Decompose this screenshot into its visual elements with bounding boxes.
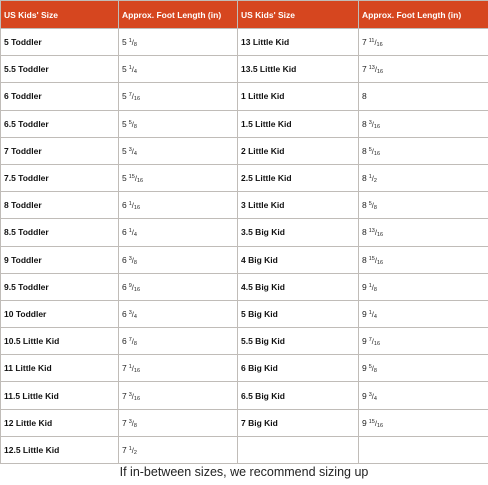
- fraction-slash: /: [131, 65, 134, 75]
- length-numerator: 7: [128, 337, 132, 344]
- length-cell-right: [359, 409, 488, 436]
- fraction-slash: /: [131, 445, 134, 455]
- length-cell-right: [359, 137, 488, 164]
- size-cell-left: 7.5 Toddler: [1, 164, 119, 191]
- size-cell-right: 6 Big Kid: [238, 355, 359, 382]
- length-numerator: 1: [128, 228, 132, 235]
- length-denominator: 4: [373, 395, 377, 402]
- table-row: [1, 219, 488, 246]
- length-cell-right: [359, 300, 488, 327]
- length-whole: 8: [362, 173, 367, 184]
- length-denominator: 16: [136, 178, 144, 185]
- length-whole: 5: [122, 64, 127, 75]
- size-cell-left: 11.5 Little Kid: [1, 382, 119, 409]
- length-whole: 7: [362, 37, 367, 48]
- length-numerator: 1: [128, 364, 132, 371]
- length-denominator: 8: [373, 368, 377, 375]
- length-whole: 6: [122, 308, 127, 319]
- length-cell-right: [359, 273, 488, 300]
- table-row: [1, 56, 488, 83]
- fraction-slash: /: [131, 391, 134, 401]
- table-row: [1, 300, 488, 327]
- fraction-slash: /: [131, 364, 134, 374]
- fraction-slash: /: [371, 201, 374, 211]
- length-whole: 9: [362, 390, 367, 401]
- length-denominator: 16: [133, 205, 141, 212]
- length-numerator: 7: [128, 92, 132, 99]
- size-cell-left: 6.5 Toddler: [1, 110, 119, 137]
- size-cell-left: 8 Toddler: [1, 192, 119, 219]
- length-numerator: 3: [128, 309, 132, 316]
- fraction-slash: /: [131, 228, 134, 238]
- length-whole: 6: [122, 281, 127, 292]
- length-denominator: 8: [133, 42, 137, 49]
- header-length-right: Approx. Foot Length (in): [359, 1, 488, 29]
- length-denominator: 16: [373, 341, 381, 348]
- table-row: [1, 164, 488, 191]
- length-whole: 5: [122, 118, 127, 129]
- length-numerator: 1: [368, 309, 372, 316]
- length-denominator: 4: [133, 313, 137, 320]
- size-cell-right: 5.5 Big Kid: [238, 328, 359, 355]
- header-size-left: US Kids' Size: [1, 1, 119, 29]
- header-row: [1, 1, 488, 29]
- table-row: [1, 83, 488, 110]
- length-cell-left: [119, 328, 238, 355]
- size-cell-right: 6.5 Big Kid: [238, 382, 359, 409]
- length-denominator: 16: [373, 123, 381, 130]
- length-numerator: 1: [368, 174, 372, 181]
- table-row: [1, 409, 488, 436]
- length-denominator: 16: [133, 368, 141, 375]
- fraction-slash: /: [374, 228, 377, 238]
- length-whole: 5: [122, 173, 127, 184]
- size-cell-left: 12.5 Little Kid: [1, 436, 119, 463]
- length-numerator: 11: [368, 38, 375, 45]
- size-cell-right: 13 Little Kid: [238, 29, 359, 56]
- size-cell-right: 3.5 Big Kid: [238, 219, 359, 246]
- length-cell-left: [119, 382, 238, 409]
- fraction-slash: /: [131, 201, 134, 211]
- length-numerator: 1: [368, 282, 372, 289]
- length-denominator: 16: [376, 42, 383, 49]
- fraction-slash: /: [131, 282, 134, 292]
- length-denominator: 16: [376, 422, 384, 429]
- table-row: [1, 137, 488, 164]
- fraction-slash: /: [371, 119, 374, 129]
- length-cell-right: [359, 355, 488, 382]
- length-numerator: 1: [128, 65, 132, 72]
- length-numerator: 3: [368, 119, 372, 126]
- length-numerator: 9: [128, 282, 132, 289]
- size-cell-right: 4.5 Big Kid: [238, 273, 359, 300]
- fraction-slash: /: [371, 282, 374, 292]
- length-numerator: 15: [368, 418, 375, 425]
- table-row: [1, 273, 488, 300]
- length-cell-left: [119, 300, 238, 327]
- length-denominator: 16: [376, 259, 384, 266]
- table-row: [1, 110, 488, 137]
- length-numerator: 5: [368, 201, 372, 208]
- length-whole: 7: [362, 64, 367, 75]
- length-whole: 8: [362, 118, 367, 129]
- length-numerator: 1: [128, 38, 132, 45]
- size-cell-right: 2.5 Little Kid: [238, 164, 359, 191]
- size-cell-right: 1 Little Kid: [238, 83, 359, 110]
- length-whole: 8: [362, 91, 367, 102]
- length-denominator: 16: [373, 150, 381, 157]
- length-denominator: 16: [133, 96, 141, 103]
- length-denominator: 16: [133, 395, 141, 402]
- size-cell-left: 10 Toddler: [1, 300, 119, 327]
- length-whole: 9: [362, 417, 367, 428]
- length-numerator: 5: [368, 364, 372, 371]
- length-numerator: 5: [128, 119, 132, 126]
- table-row: [1, 355, 488, 382]
- length-denominator: 8: [133, 422, 137, 429]
- table-row: [1, 29, 488, 56]
- length-denominator: 4: [133, 232, 137, 239]
- length-whole: 5: [122, 145, 127, 156]
- length-cell-left: [119, 137, 238, 164]
- length-whole: 9: [362, 363, 367, 374]
- header-size-right: US Kids' Size: [238, 1, 359, 29]
- footer-note: If in-between sizes, we recommend sizing up: [119, 465, 369, 479]
- length-cell-right: [359, 436, 488, 463]
- fraction-slash: /: [371, 174, 374, 184]
- length-whole: 7: [122, 363, 127, 374]
- fraction-slash: /: [131, 92, 134, 102]
- length-cell-left: [119, 436, 238, 463]
- length-numerator: 1: [128, 201, 132, 208]
- length-denominator: 8: [133, 259, 137, 266]
- fraction-slash: /: [134, 174, 137, 184]
- length-denominator: 4: [133, 150, 137, 157]
- header-length-left: Approx. Foot Length (in): [119, 1, 238, 29]
- size-cell-right: 4 Big Kid: [238, 246, 359, 273]
- length-cell-left: [119, 219, 238, 246]
- length-denominator: 16: [376, 69, 384, 76]
- size-cell-left: 10.5 Little Kid: [1, 328, 119, 355]
- fraction-slash: /: [131, 255, 134, 265]
- length-whole: 6: [122, 200, 127, 211]
- length-numerator: 13: [368, 65, 375, 72]
- fraction-slash: /: [371, 391, 374, 401]
- length-denominator: 8: [133, 123, 137, 130]
- length-denominator: 16: [376, 232, 384, 239]
- table-row: [1, 382, 488, 409]
- length-cell-left: [119, 273, 238, 300]
- length-numerator: 3: [128, 255, 132, 262]
- length-cell-left: [119, 110, 238, 137]
- fraction-slash: /: [131, 38, 134, 48]
- size-cell-right: 2 Little Kid: [238, 137, 359, 164]
- length-whole: 9: [362, 308, 367, 319]
- length-numerator: 15: [368, 255, 375, 262]
- length-numerator: 5: [368, 146, 372, 153]
- length-whole: 6: [122, 254, 127, 265]
- length-whole: 5: [122, 37, 127, 48]
- length-cell-right: [359, 328, 488, 355]
- length-whole: 8: [362, 227, 367, 238]
- length-cell-left: [119, 355, 238, 382]
- length-numerator: 7: [368, 337, 372, 344]
- length-denominator: 8: [133, 341, 137, 348]
- length-cell-left: [119, 192, 238, 219]
- length-cell-right: [359, 56, 488, 83]
- fraction-slash: /: [371, 364, 374, 374]
- length-cell-right: [359, 219, 488, 246]
- size-cell-right: 13.5 Little Kid: [238, 56, 359, 83]
- size-cell-left: 7 Toddler: [1, 137, 119, 164]
- size-cell-left: 5.5 Toddler: [1, 56, 119, 83]
- length-whole: 7: [122, 444, 127, 455]
- length-whole: 9: [362, 281, 367, 292]
- length-denominator: 8: [373, 286, 377, 293]
- length-denominator: 8: [373, 205, 377, 212]
- fraction-slash: /: [131, 418, 134, 428]
- length-denominator: 4: [373, 313, 377, 320]
- fraction-slash: /: [131, 146, 134, 156]
- length-denominator: 4: [133, 69, 137, 76]
- length-cell-right: [359, 246, 488, 273]
- length-cell-left: [119, 246, 238, 273]
- fraction-slash: /: [371, 146, 374, 156]
- length-cell-right: [359, 382, 488, 409]
- table-row: [1, 328, 488, 355]
- size-cell-left: 12 Little Kid: [1, 409, 119, 436]
- fraction-slash: /: [371, 337, 374, 347]
- length-numerator: 3: [128, 146, 132, 153]
- size-cell-left: 6 Toddler: [1, 83, 119, 110]
- size-cell-right: 3 Little Kid: [238, 192, 359, 219]
- size-cell-left: 9 Toddler: [1, 246, 119, 273]
- table-row: [1, 436, 488, 463]
- length-denominator: 2: [133, 449, 137, 456]
- fraction-slash: /: [374, 38, 377, 48]
- length-cell-right: [359, 192, 488, 219]
- length-numerator: 3: [128, 391, 132, 398]
- length-whole: 8: [362, 254, 367, 265]
- size-cell-left: 8.5 Toddler: [1, 219, 119, 246]
- length-cell-right: [359, 29, 488, 56]
- size-cell-left: 11 Little Kid: [1, 355, 119, 382]
- length-numerator: 1: [128, 445, 132, 452]
- fraction-slash: /: [131, 309, 134, 319]
- length-numerator: 3: [128, 418, 132, 425]
- length-cell-left: [119, 164, 238, 191]
- length-whole: 8: [362, 145, 367, 156]
- size-cell-left: 9.5 Toddler: [1, 273, 119, 300]
- size-cell-right: 7 Big Kid: [238, 409, 359, 436]
- length-denominator: 16: [133, 286, 141, 293]
- length-numerator: 15: [128, 174, 135, 181]
- size-cell-right: 5 Big Kid: [238, 300, 359, 327]
- size-cell-right: [238, 436, 359, 463]
- table-body: [1, 29, 488, 464]
- length-denominator: 2: [373, 178, 377, 185]
- table-row: [1, 246, 488, 273]
- fraction-slash: /: [371, 309, 374, 319]
- fraction-slash: /: [131, 337, 134, 347]
- length-numerator: 3: [368, 391, 372, 398]
- length-whole: 9: [362, 336, 367, 347]
- length-cell-left: [119, 409, 238, 436]
- length-whole: 8: [362, 200, 367, 211]
- fraction-slash: /: [131, 119, 134, 129]
- length-cell-left: [119, 83, 238, 110]
- fraction-slash: /: [374, 255, 377, 265]
- fraction-slash: /: [374, 418, 377, 428]
- length-cell-right: [359, 83, 488, 110]
- length-whole: 6: [122, 227, 127, 238]
- fraction-slash: /: [374, 65, 377, 75]
- length-cell-right: [359, 110, 488, 137]
- length-cell-right: [359, 164, 488, 191]
- length-whole: 7: [122, 417, 127, 428]
- table-row: [1, 192, 488, 219]
- length-whole: 5: [122, 91, 127, 102]
- length-whole: 6: [122, 336, 127, 347]
- length-cell-left: [119, 29, 238, 56]
- length-whole: 7: [122, 390, 127, 401]
- length-numerator: 13: [368, 228, 375, 235]
- size-cell-left: 5 Toddler: [1, 29, 119, 56]
- size-cell-right: 1.5 Little Kid: [238, 110, 359, 137]
- length-cell-left: [119, 56, 238, 83]
